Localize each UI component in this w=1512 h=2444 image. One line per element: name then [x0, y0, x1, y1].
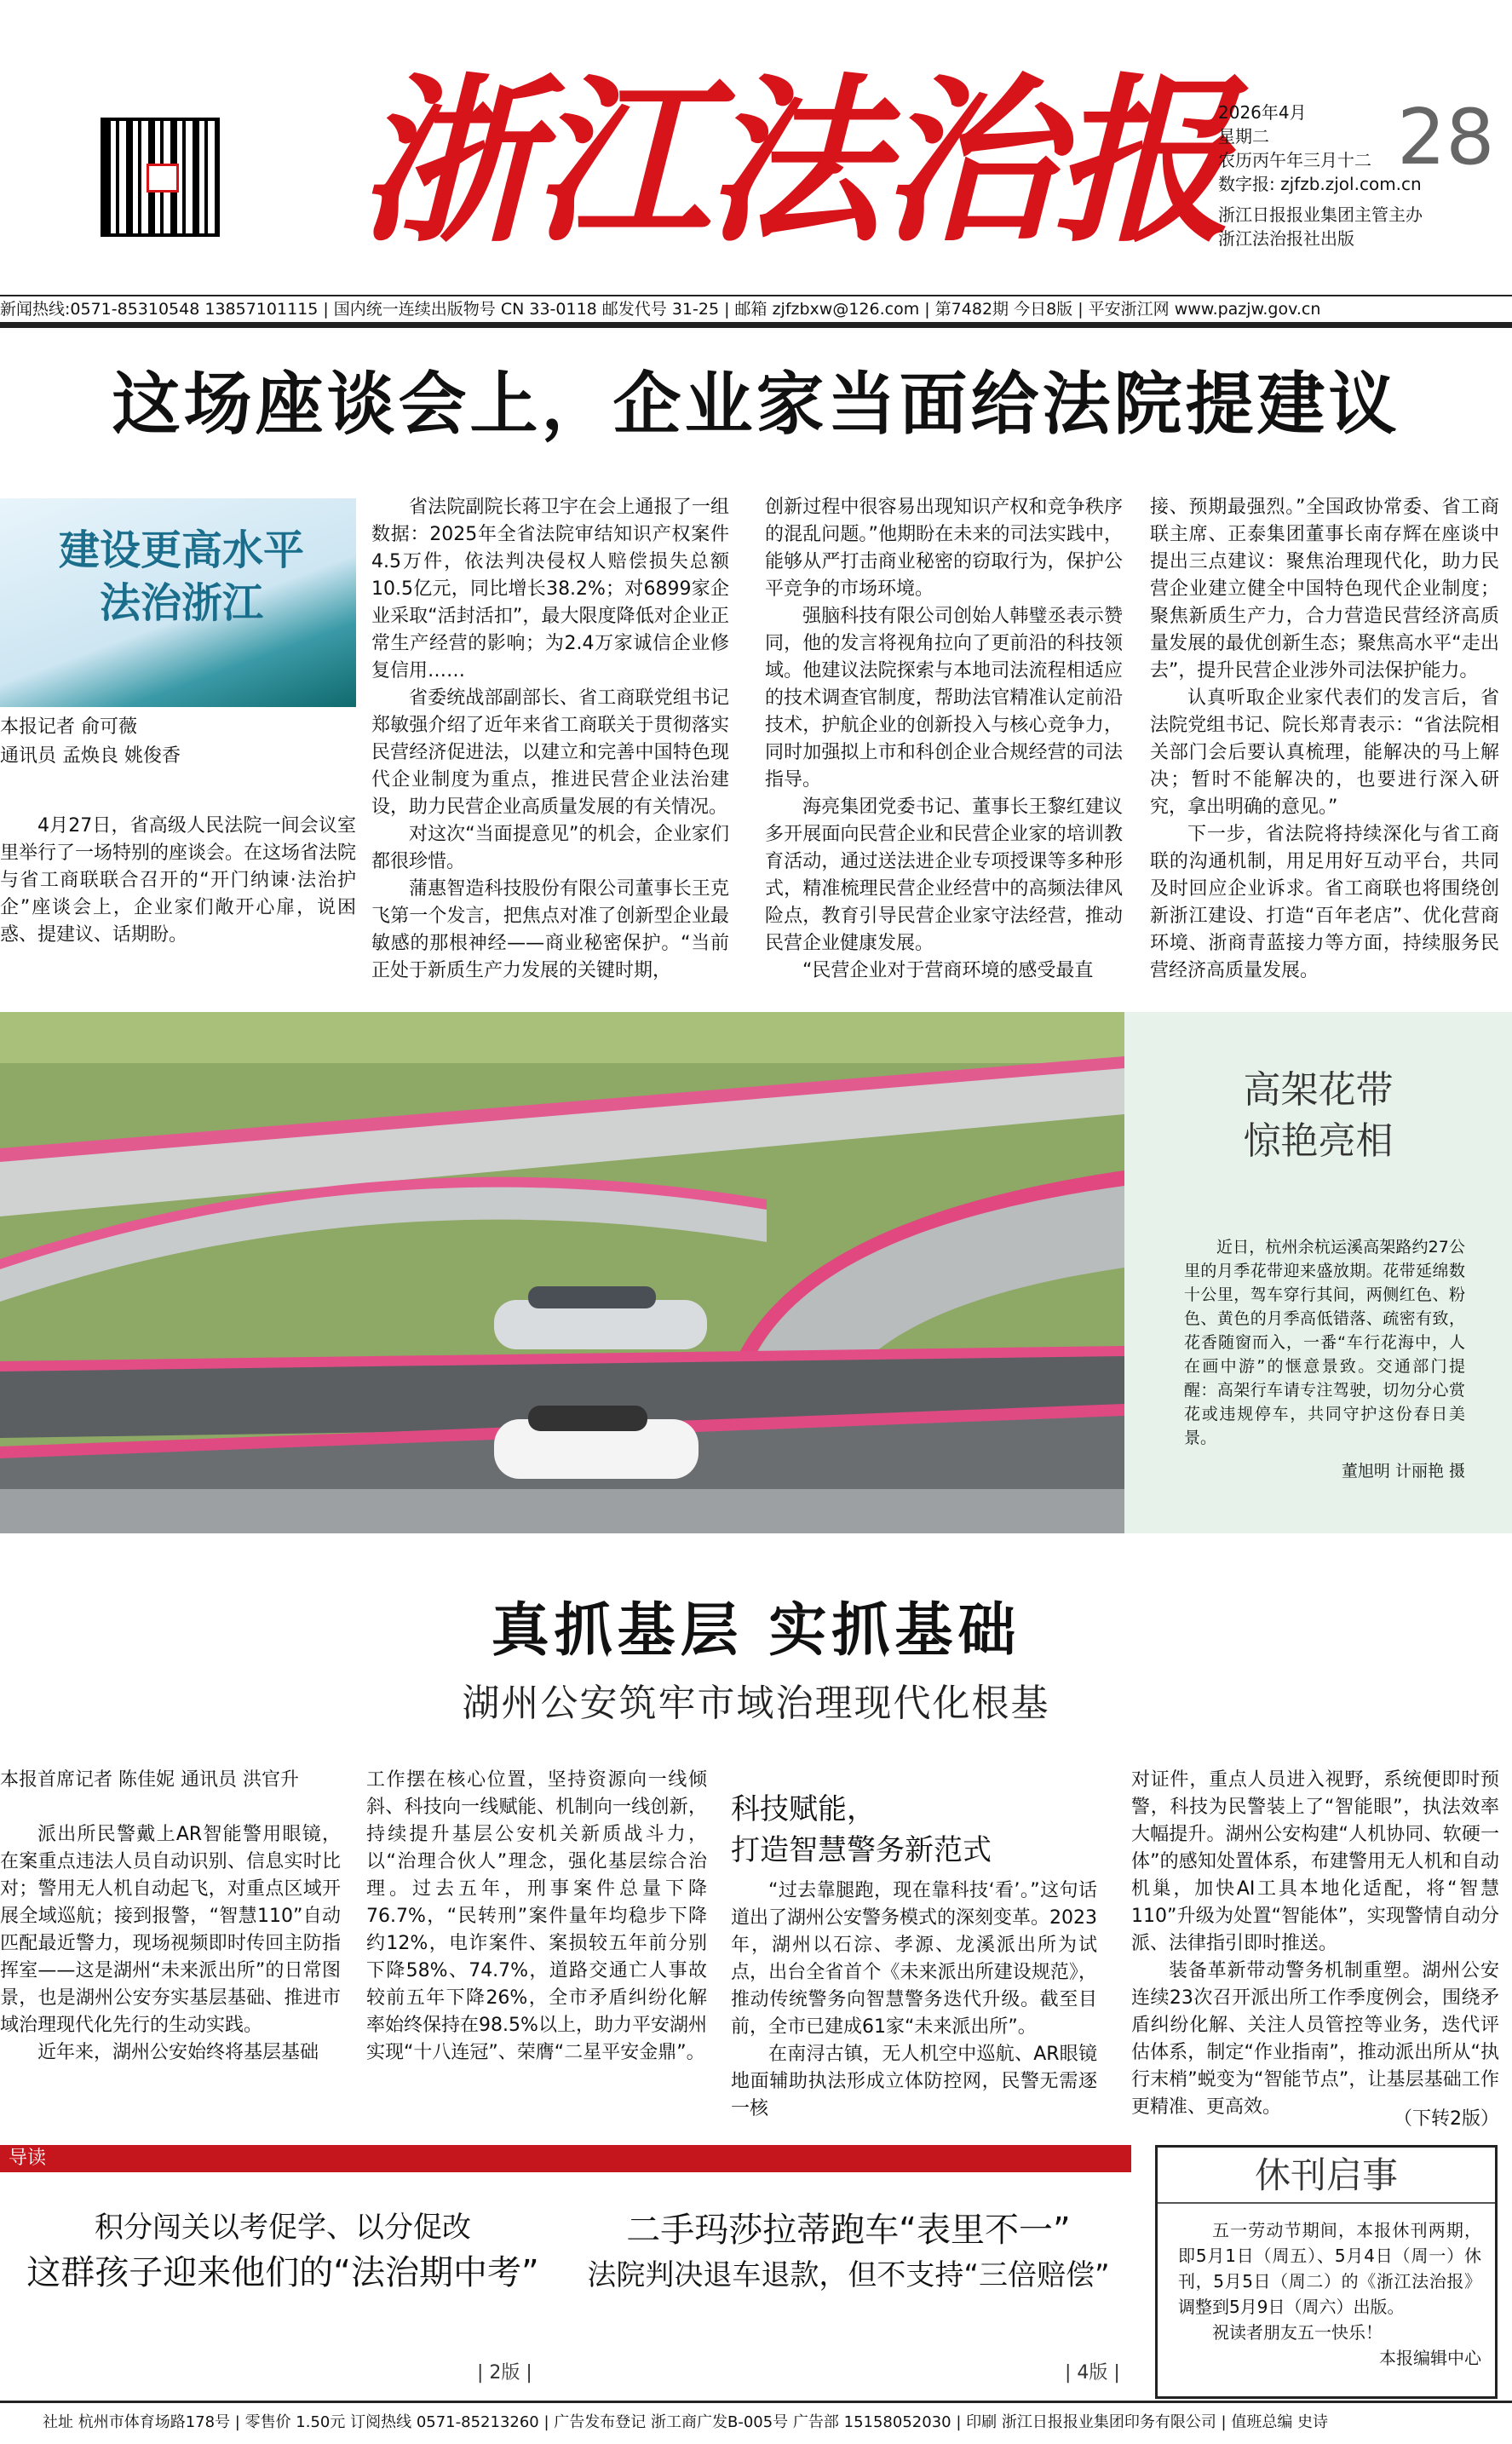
photo-illustration: [0, 1012, 1124, 1533]
divider: [0, 322, 1512, 328]
day-number: 28: [1397, 93, 1495, 182]
issue-date: 2026年4月: [1218, 102, 1307, 123]
teaser-1[interactable]: [0, 2206, 566, 2297]
teaser-1-page[interactable]: | 2版 |: [477, 2362, 532, 2384]
paragraph: 近年来，湖州公安始终将基层基础: [37, 2042, 319, 2063]
paragraph: 接、预期最强烈。”全国政协常委、省工商联主席、正泰集团董事长南存辉在座谈中提出三点建议：聚焦治理现代化，助力民营企业建立健全中国特色现代企业制度；聚焦新质生产力，合力营造民营经济高质量发展的最优创新生态；聚焦高水平“走出去”，提升民营企业涉外司法保护能力。: [1150, 497, 1499, 681]
second-subhead: 湖州公安筑牢市域治理现代化根基: [462, 1682, 1050, 1725]
banner-text: 建设更高水平法治浙江: [58, 526, 304, 627]
paragraph: 海亮集团党委书记、董事长王黎红建议多开展面向民营企业和民营企业家的培训教育活动，通过送法进企业专项授课等多种形式，精准梳理民营企业经营中的高频法律风险点，教育引导民营企业家守法经营，推动民营企业健康发展。: [765, 796, 1123, 954]
guide-label: 导读: [9, 2148, 47, 2169]
guide-bar: [0, 2145, 1131, 2172]
notice-signature: 本报编辑中心: [1379, 2348, 1481, 2368]
paragraph: 创新过程中很容易出现知识产权和竞争秩序的混乱问题。”他期盼在未来的司法实践中，能够从严打击商业秘密的窃取行为，保护公平竞争的市场环境。: [765, 497, 1123, 600]
teaser-2-page[interactable]: | 4版 |: [1065, 2362, 1120, 2384]
paragraph: 下一步，省法院将持续深化与省工商联的沟通机制，用足用好互动平台，共同及时回应企业诉求。省工商联也将围绕创新浙江建设、打造“百年老店”、优化营商环境、浙商青蓝接力等方面，持续服务民营经济高质量发展。: [1150, 824, 1499, 981]
paragraph: 蒲惠智造科技股份有限公司董事长王克飞第一个发言，把焦点对准了创新型企业最敏感的那根神经——商业秘密保护。“当前正处于新质生产力发展的关键时期，: [371, 878, 729, 981]
paragraph: 认真听取企业家代表们的发言后，省法院党组书记、院长郑青表示：“省法院相关部门会后要认真梳理，能解决的马上解决；暂时不能解决的，也要进行深入研究，拿出明确的意见。”: [1150, 687, 1499, 818]
paragraph: 工作摆在核心位置，坚持资源向一线倾斜、科技向一线赋能、机制向一线创新，持续提升基层公安机关新质战斗力，以“治理合伙人”理念，强化基层综合治理。过去五年，刑事案件总量下降76.7%，“民转刑”案件量年均稳步下降约12%，电诈案件、案损较五年前分别下降58%、74.7%，道路交通亡人事故较前五年下降26%，全市矛盾纠纷化解率始终保持在98.5%以上，助力平安湖州实现“十八连冠”、荣膺“二星平安金鼎”。: [366, 1769, 707, 2063]
sponsor-line: 浙江日报报业集团主管主办: [1218, 204, 1423, 225]
paragraph: 在南浔古镇，无人机空中巡航、AR眼镜地面辅助执法形成立体防控网，民警无需逐一核: [731, 2044, 1097, 2119]
paragraph: “民营企业对于营商环境的感受最直: [802, 960, 1094, 981]
continued-note[interactable]: （下转2版）: [1394, 2108, 1499, 2130]
paragraph: 派出所民警戴上AR智能警用眼镜，在案重点违法人员自动识别、信息实时比对；警用无人机自动起飞，对重点区域开展全域巡航；接到报警，“智慧110”自动匹配最近警力，现场视频即时传回主防指挥室——这是湖州“未来派出所”的日常图景，也是湖州公安夯实基层基础、推进市域治理现代化先行的生动实践。: [0, 1824, 341, 2036]
lead-headline[interactable]: 这场座谈会上，企业家当面给法院提建议: [112, 365, 1400, 444]
info-bar: 新闻热线:0571-85310548 13857101115 | 国内统一连续出版物号 CN 33-0118 邮发代号 31-25 | 邮箱 zjfzbxw@126.com | 第7482期 今日8版 | 平安浙江网 www.pazjw.gov.cn: [0, 300, 1321, 319]
digital-url[interactable]: zjfzb.zjol.com.cn: [1280, 174, 1422, 194]
qr-code[interactable]: [101, 118, 220, 237]
paragraph: 4月27日，省高级人民法院一间会议室里举行了一场特别的座谈会。在这场省法院与省工商联联合召开的“开门纳谏·法治护企”座谈会上，企业家们敞开心扉，说困惑、提建议、话期盼。: [0, 815, 357, 946]
article-column: [371, 494, 729, 981]
article-column: [0, 1821, 341, 2136]
article-column: [1131, 1767, 1499, 2118]
suspension-notice: [1155, 2145, 1498, 2399]
paragraph: 省法院副院长蒋卫宇在会上通报了一组数据：2025年全省法院审结知识产权案件4.5万件，依法判决侵权人赔偿损失总额10.5亿元，同比增长38.2%；对6899家企业采取“活封活扣”，最大限度降低对企业正常生产经营的影响；为2.4万家诚信企业修复信用……: [371, 497, 729, 681]
article-column: [765, 494, 1123, 981]
teaser-2-line-2: 法院判决退车退款，但不支持“三倍赔偿”: [587, 2258, 1110, 2292]
news-photo[interactable]: [0, 1012, 1124, 1533]
teaser-2-line-1: 二手玛莎拉蒂跑车“表里不一”: [626, 2211, 1071, 2250]
paragraph: 装备革新带动警务机制重塑。湖州公安连续23次召开派出所工作季度例会，围绕矛盾纠纷化解、关注人员管控等业务，迭代评估体系，制定“作业指南”，推动派出所从“执行末梢”蜕变为“智能节点”，让基层基础工作更精准、更高效。: [1131, 1960, 1499, 2118]
notice-title: 休刊启事: [1158, 2153, 1495, 2204]
paragraph: 对证件，重点人员进入视野，系统便即时预警，科技为民警装上了“智能眼”，执法效率大幅提升。湖州公安构建“人机协同、软硬一体”的感知处置体系，布建警用无人机和自动机巢，加快AI工具本地化适配，将“智慧110”升级为处置“智能体”，实现警情自动分派、法律指引即时推送。: [1131, 1769, 1499, 1954]
paragraph: 省委统战部副部长、省工商联党组书记郑敏强介绍了近年来省工商联关于贯彻落实民营经济促进法，以建立和完善中国特色现代企业制度为重点，推进民营企业法治建设，助力民营企业高质量发展的有关情况。: [371, 687, 729, 818]
issue-weekday: 星期二: [1218, 126, 1269, 147]
divider: [0, 2401, 1512, 2403]
lunar-date: 农历丙午年三月十二: [1218, 150, 1371, 170]
teaser-2[interactable]: [566, 2206, 1131, 2297]
notice-body: 五一劳动节期间，本报休刊两期，即5月1日（周五）、5月4日（周一）休刊，5月5日（周二）的《浙江法治报》调整到5月9日（周六）出版。 祝读者朋友五一快乐！ 本报编辑中心: [1178, 2217, 1481, 2371]
paragraph: “过去靠腿跑，现在靠科技‘看’。”这句话道出了湖州公安警务模式的深刻变革。2023年，湖州以石淙、孝源、龙溪派出所为试点，出台全省首个《未来派出所建设规范》，推动传统警务向智慧警务迭代升级。截至目前，全市已建成61家“未来派出所”。: [731, 1880, 1097, 2038]
digital-edition[interactable]: 数字报: zjfzb.zjol.com.cn: [1218, 174, 1422, 194]
section-title: 科技赋能， 打造智慧警务新范式: [731, 1792, 992, 1867]
teaser-1-line-1: 积分闯关以考促学、以分促改: [95, 2211, 471, 2245]
paragraph: 强脑科技有限公司创始人韩璧丞表示赞同，他的发言将视角拉向了更前沿的科技领域。他建议法院探索与本地司法流程相适应的技术调查官制度，帮助法官精准认定前沿技术，护航企业的创新投入与核心竞争力，同时加强拟上市和科创企业合规经营的司法指导。: [765, 606, 1123, 791]
byline: 通讯员 孟焕良 姚俊香: [0, 745, 181, 767]
photo-caption: 近日，杭州余杭运溪高架路约27公里的月季花带迎来盛放期。花带延绵数十公里，驾车穿行其间，两侧红色、粉色、黄色的月季高低错落、疏密有致，花香随窗而入，一番“车行花海中，人在画中游”的惬意景致。交通部门提醒：高架行车请专注驾驶，切勿分心赏花或违规停车，共同守护这份春日美景。: [1184, 1238, 1465, 1447]
byline: 本报首席记者 陈佳妮 通讯员 洪官升: [0, 1769, 299, 1791]
publisher-line: 浙江法治报社出版: [1218, 228, 1354, 249]
photo-credit: 董旭明 计丽艳 摄: [1341, 1462, 1465, 1481]
article-column: [0, 813, 356, 966]
photo-title: 高架花带 惊艳亮相: [1243, 1068, 1394, 1163]
column-banner: [0, 498, 356, 707]
notice-wish: 祝读者朋友五一快乐！: [1212, 2322, 1383, 2343]
teaser-1-line-2: 这群孩子迎来他们的“法治期中考”: [26, 2253, 539, 2292]
footer-info: 社址 杭州市体育场路178号 | 零售价 1.50元 订阅热线 0571-85213260 | 广告发布登记 浙工商广发B-005号 广告部 15158052030 | 印刷 浙江日报报业集团印务有限公司 | 值班总编 史诗: [43, 2413, 1329, 2431]
second-headline[interactable]: 真抓基层 实抓基础: [491, 1597, 1021, 1665]
article-column: [1150, 494, 1499, 981]
article-column: [731, 1878, 1097, 2138]
byline: 本报记者 俞可薇: [0, 716, 137, 738]
article-column: [366, 1767, 707, 2138]
paragraph: 对这次“当面提意见”的机会，企业家们都很珍惜。: [371, 824, 729, 872]
masthead-title: 浙江法治报: [358, 56, 1227, 267]
